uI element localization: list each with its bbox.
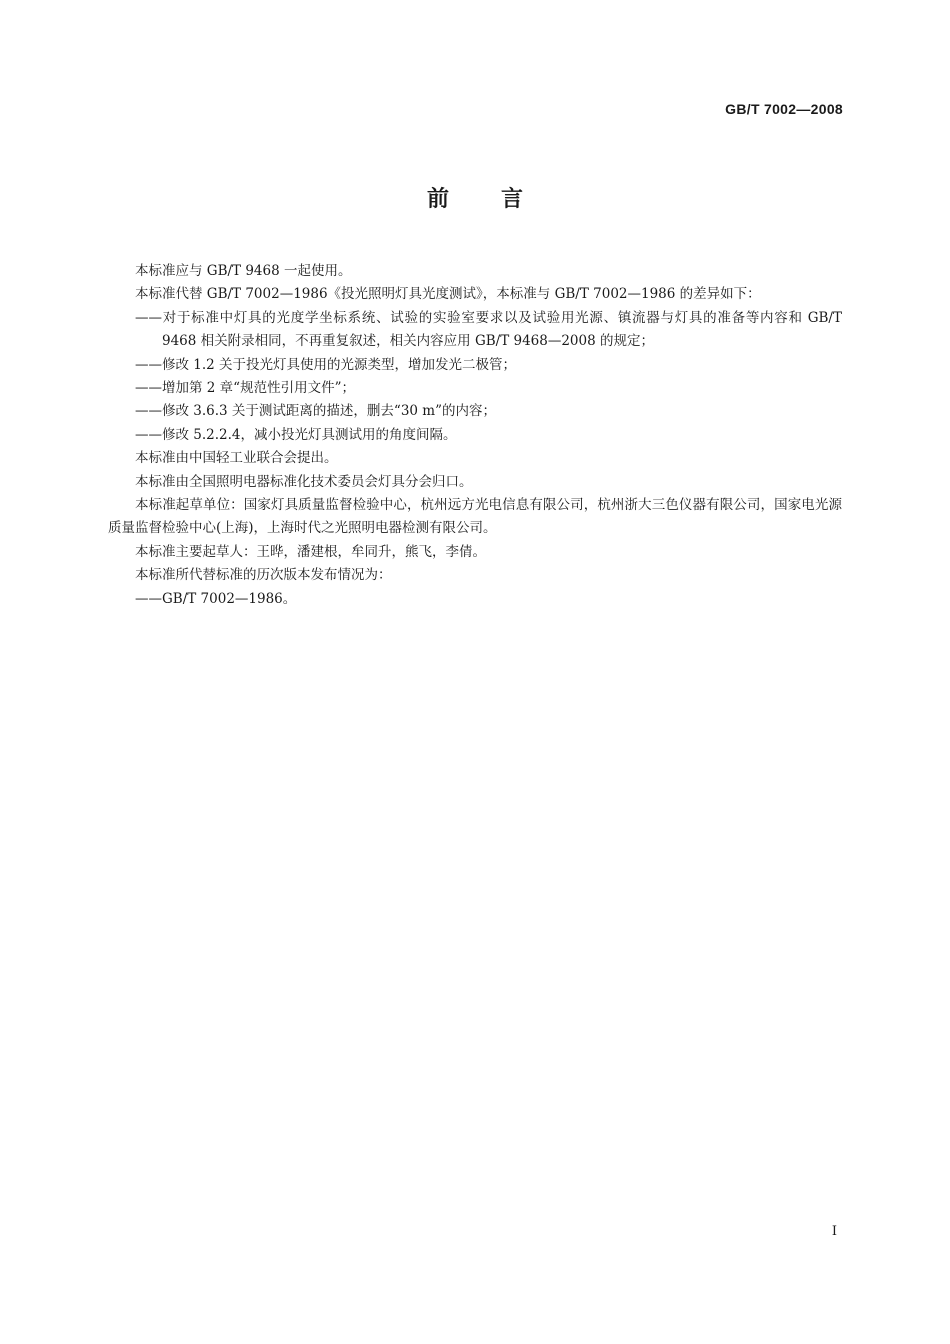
list-item: ——对于标准中灯具的光度学坐标系统、试验的实验室要求以及试验用光源、镇流器与灯具的准备等内容和 GB/T 9468 相关附录相同，不再重复叙述，相关内容应用 GB/T 9468—2008 的规定； bbox=[135, 309, 842, 350]
list-item: ——修改 3.6.3 关于测试距离的描述，删去“30 m”的内容； bbox=[135, 403, 497, 420]
standard-number: GB/T 7002—2008 bbox=[725, 101, 843, 117]
paragraph-usage: 本标准应与 GB/T 9468 一起使用。 bbox=[135, 263, 352, 279]
history-item: ——GB/T 7002—1986。 bbox=[135, 590, 297, 607]
paragraph-drafting-units: 本标准起草单位：国家灯具质量监督检验中心，杭州远方光电信息有限公司，杭州浙大三色仪器有限公司，国家电光源质量监督检验中心(上海)，上海时代之光照明电器检测有限公司。 bbox=[108, 497, 842, 537]
list-item: ——修改 1.2 关于投光灯具使用的光源类型，增加发光二极管； bbox=[135, 356, 517, 373]
list-item: ——增加第 2 章“规范性引用文件”； bbox=[135, 380, 355, 397]
paragraph-replacement: 本标准代替 GB/T 7002—1986《投光照明灯具光度测试》，本标准与 GB/T 7002—1986 的差异如下： bbox=[135, 286, 761, 303]
paragraph-drafters: 本标准主要起草人：王晔，潘建根，牟同升，熊飞，李倩。 bbox=[135, 543, 486, 560]
paragraph-history: 本标准所代替标准的历次版本发布情况为： bbox=[135, 567, 392, 584]
page-title: 前言 bbox=[426, 187, 575, 212]
preface-body bbox=[108, 260, 842, 611]
paragraph-proposer: 本标准由中国轻工业联合会提出。 bbox=[135, 450, 338, 467]
page-number: Ⅰ bbox=[831, 1224, 837, 1239]
paragraph-administrator: 本标准由全国照明电器标准化技术委员会灯具分会归口。 bbox=[135, 473, 473, 490]
list-item: ——修改 5.2.2.4，减小投光灯具测试用的角度间隔。 bbox=[135, 426, 457, 443]
